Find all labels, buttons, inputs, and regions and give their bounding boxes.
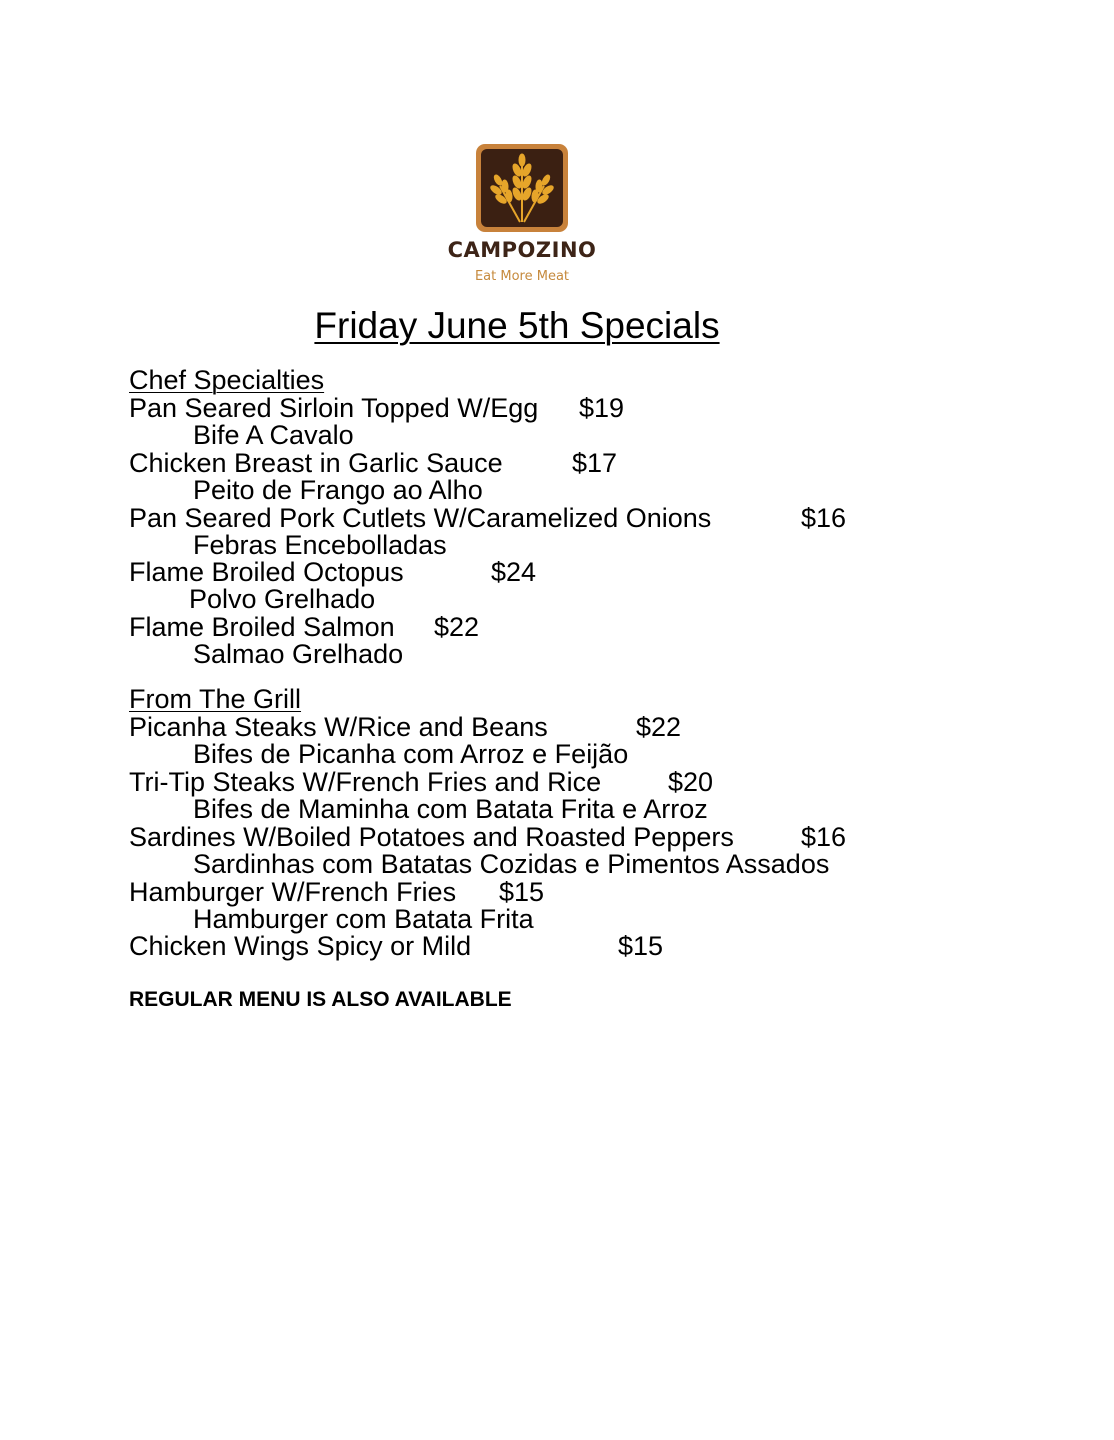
menu-item-portuguese: Febras Encebolladas: [193, 530, 447, 560]
section-heading-chef-specialties: Chef Specialties: [129, 365, 325, 395]
wheat-icon: [474, 142, 570, 234]
menu-item-name: Chicken Wings Spicy or Mild: [129, 931, 472, 961]
menu-item-price: $19: [579, 393, 625, 423]
menu-item-name: Hamburger W/French Fries: [129, 877, 457, 907]
menu-item-portuguese: Bifes de Maminha com Batata Frita e Arroz: [193, 794, 708, 824]
menu-item-price: $22: [636, 712, 682, 742]
brand-tagline: Eat More Meat: [474, 269, 570, 284]
menu-item-portuguese: Peito de Frango ao Alho: [193, 475, 483, 505]
footer-note: REGULAR MENU IS ALSO AVAILABLE: [129, 988, 512, 1011]
section-heading-from-the-grill: From The Grill: [129, 684, 302, 714]
page-title: Friday June 5th Specials: [314, 305, 720, 346]
menu-item-portuguese: Salmao Grelhado: [193, 639, 404, 669]
menu-item-name: Tri-Tip Steaks W/French Fries and Rice: [129, 767, 602, 797]
menu-item-price: $22: [434, 612, 480, 642]
menu-item-price: $17: [572, 448, 618, 478]
brand-name: CAMPOZINO: [447, 238, 597, 262]
menu-item-name: Flame Broiled Salmon: [129, 612, 395, 642]
menu-item-price: $24: [491, 557, 537, 587]
menu-item-price: $15: [618, 931, 664, 961]
menu-item-price: $16: [801, 503, 847, 533]
menu-item-portuguese: Hamburger com Batata Frita: [193, 904, 534, 934]
brand-logo: [430, 140, 614, 290]
menu-item-name: Picanha Steaks W/Rice and Beans: [129, 712, 548, 742]
menu-item-name: Chicken Breast in Garlic Sauce: [129, 448, 503, 478]
menu-item-name: Pan Seared Pork Cutlets W/Caramelized Onions: [129, 503, 712, 533]
menu-item-name: Pan Seared Sirloin Topped W/Egg: [129, 393, 539, 423]
menu-item-portuguese: Polvo Grelhado: [189, 584, 376, 614]
menu-item-price: $15: [499, 877, 545, 907]
menu-item-portuguese: Sardinhas com Batatas Cozidas e Pimentos Assados: [193, 849, 830, 879]
menu-item-price: $20: [668, 767, 714, 797]
menu-item-name: Flame Broiled Octopus: [129, 557, 404, 587]
menu-item-name: Sardines W/Boiled Potatoes and Roasted Peppers: [129, 822, 734, 852]
menu-item-portuguese: Bife A Cavalo: [193, 420, 354, 450]
menu-item-price: $16: [801, 822, 847, 852]
menu-item-portuguese: Bifes de Picanha com Arroz e Feijão: [193, 739, 629, 769]
